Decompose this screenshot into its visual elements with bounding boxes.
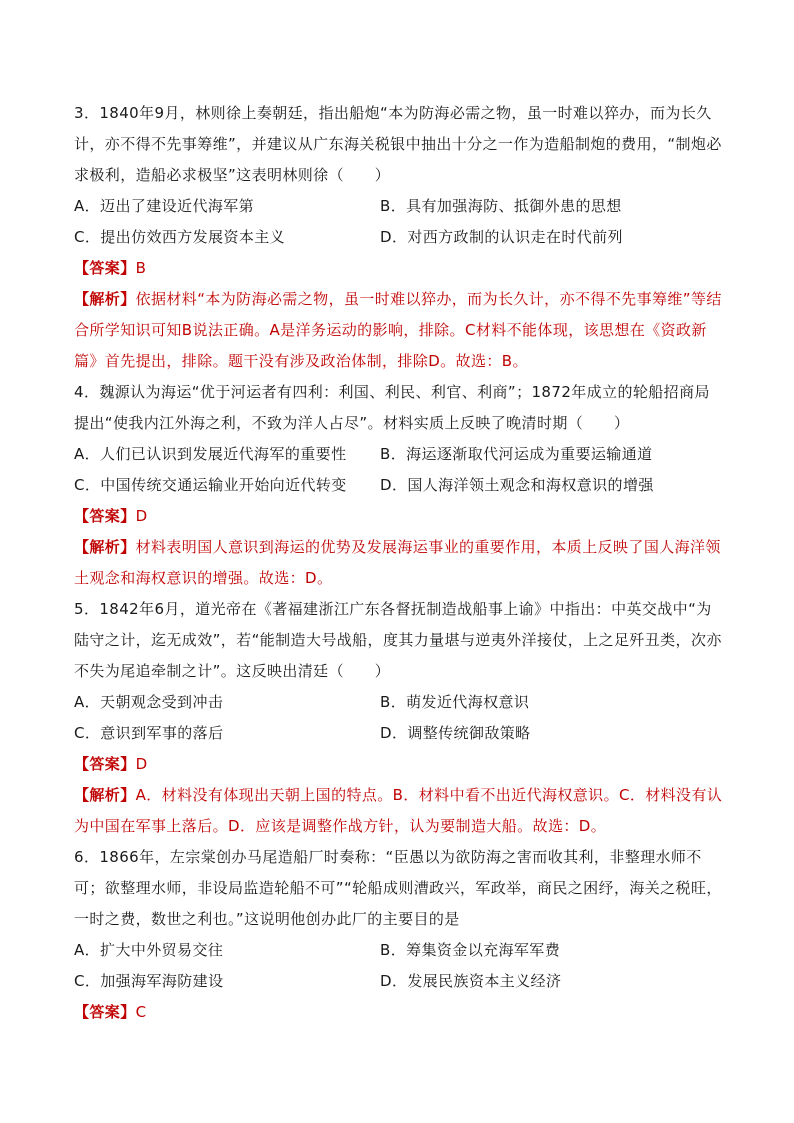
- option-c: C．中国传统交通运输业开始向近代转变: [74, 476, 347, 494]
- question-stem: 6．1866年，左宗棠创办马尾造船厂时奏称：“臣愚以为欲防海之害而收其利，非整理水师不可；欲整理水师，非设局监造轮船不可”“轮船成则漕政兴，军政举，商民之困纾，海关之税旺，一时之费，数世之利也。”这说明他创办此厂的主要目的是: [74, 848, 722, 928]
- answer-value: B: [135, 259, 147, 277]
- question-stem: 4．魏源认为海运“优于河运者有四利：利国、利民、利官、利商”；1872年成立的轮船招商局提出“使我内江外海之利，不致为洋人占尽”。材料实质上反映了晚清时期（ ）: [74, 383, 710, 432]
- answer-line: [74, 253, 724, 284]
- option-a: A．迈出了建设近代海军第: [74, 197, 255, 215]
- answer-tag: 【答案】: [74, 755, 136, 773]
- analysis-tag: 【解析】: [74, 786, 136, 804]
- question-3: [74, 98, 724, 377]
- answer-value: D: [135, 507, 148, 525]
- analysis-text: 依据材料“本为防海必需之物，虽一时难以猝办，而为长久计，亦不得不先事筹维”等结合所学知识可知B说法正确。A是洋务运动的影响，排除。C材料不能体现，该思想在《资政新篇》首先提出，排除。题干没有涉及政治体制，排除D。故选：B。: [74, 290, 722, 370]
- document-page: [74, 98, 724, 1028]
- option-b: B．萌发近代海权意识: [380, 693, 530, 711]
- options-grid: [74, 191, 724, 253]
- answer-line: [74, 997, 724, 1028]
- option-a: A．天朝观念受到冲击: [74, 693, 224, 711]
- option-b: B．筹集资金以充海军军费: [380, 941, 561, 959]
- option-d: D．发展民族资本主义经济: [380, 972, 562, 990]
- option-a: A．人们已认识到发展近代海军的重要性: [74, 445, 347, 463]
- analysis-text: A．材料没有体现出天朝上国的特点。B．材料中看不出近代海权意识。C．材料没有认为中国在军事上落后。D．应该是调整作战方针，认为要制造大船。故选：D。: [74, 786, 723, 835]
- option-b: B．具有加强海防、抵御外患的思想: [380, 197, 622, 215]
- analysis-line: [74, 780, 724, 842]
- option-d: D．国人海洋领土观念和海权意识的增强: [380, 476, 654, 494]
- question-5: [74, 594, 724, 842]
- options-grid: [74, 439, 724, 501]
- analysis-text: 材料表明国人意识到海运的优势及发展海运事业的重要作用，本质上反映了国人海洋领土观念和海权意识的增强。故选：D。: [74, 538, 721, 587]
- answer-line: [74, 501, 724, 532]
- analysis-tag: 【解析】: [74, 290, 136, 308]
- options-grid: [74, 935, 724, 997]
- answer-tag: 【答案】: [74, 507, 136, 525]
- option-b: B．海运逐渐取代河运成为重要运输通道: [380, 445, 653, 463]
- analysis-tag: 【解析】: [74, 538, 136, 556]
- question-stem: 5．1842年6月，道光帝在《著福建浙江广东各督抚制造战船事上谕》中指出：中英交战中“为陆守之计，迄无成效”，若“能制造大号战船，度其力量堪与逆夷外洋接仗，上之足歼丑类，次亦不失为尾追牵制之计”。这反映出清廷（ ）: [74, 600, 722, 680]
- option-a: A．扩大中外贸易交往: [74, 941, 224, 959]
- analysis-line: [74, 532, 724, 594]
- answer-value: D: [135, 755, 148, 773]
- question-stem: 3．1840年9月，林则徐上奏朝廷，指出船炮“本为防海必需之物，虽一时难以猝办，而为长久计，亦不得不先事筹维”，并建议从广东海关税银中抽出十分之一作为造船制炮的费用，“制炮必求极利，造船必求极坚”这表明林则徐（ ）: [74, 104, 722, 184]
- option-c: C．加强海军海防建设: [74, 972, 224, 990]
- answer-tag: 【答案】: [74, 259, 136, 277]
- option-d: D．对西方政制的认识走在时代前列: [380, 228, 623, 246]
- option-d: D．调整传统御敌策略: [380, 724, 531, 742]
- options-grid: [74, 687, 724, 749]
- option-c: C．提出仿效西方发展资本主义: [74, 228, 286, 246]
- question-4: [74, 377, 724, 594]
- option-c: C．意识到军事的落后: [74, 724, 224, 742]
- question-6: [74, 842, 724, 1028]
- answer-value: C: [135, 1003, 147, 1021]
- analysis-line: [74, 284, 724, 377]
- answer-line: [74, 749, 724, 780]
- answer-tag: 【答案】: [74, 1003, 136, 1021]
